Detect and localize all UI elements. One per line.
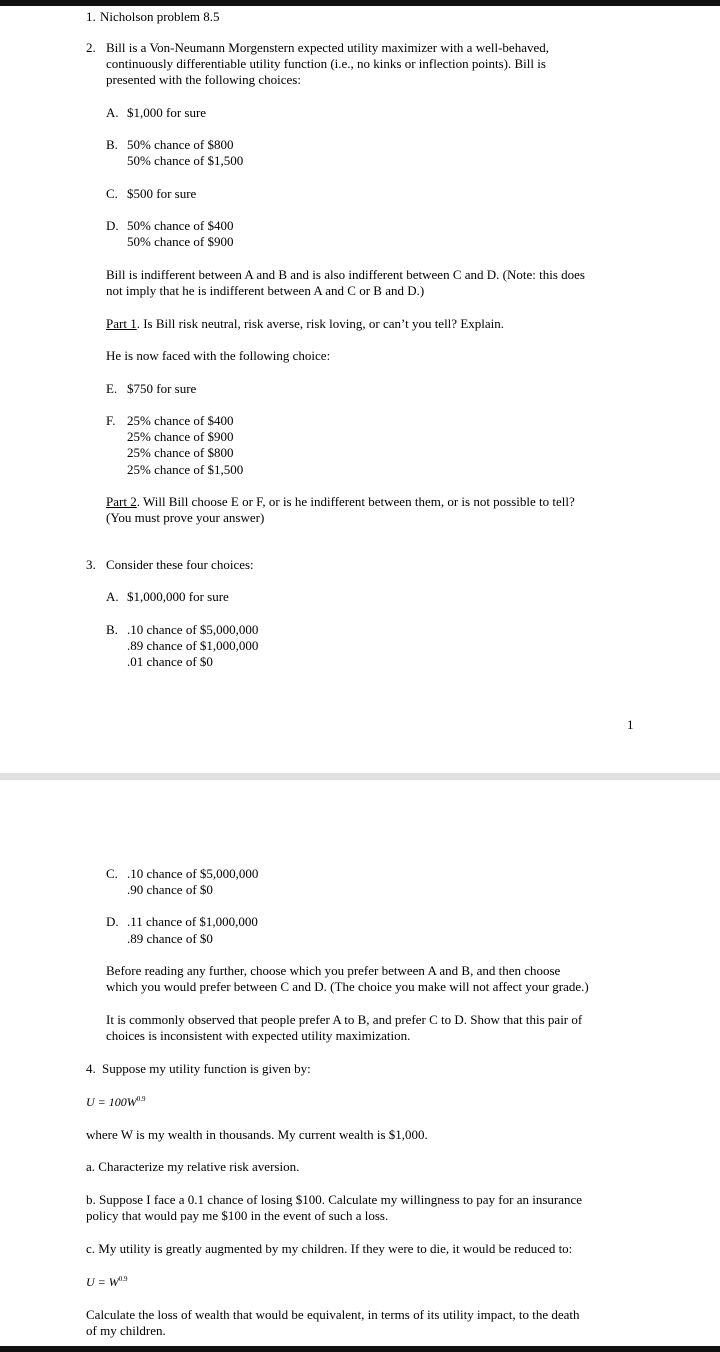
q4-intro: Suppose my utility function is given by:: [102, 1061, 311, 1076]
q2-choice-a-line: $1,000 for sure: [127, 105, 207, 120]
q2-choice-c-label: C.: [106, 186, 118, 201]
q2-choice-d-line: 50% chance of $900: [127, 234, 234, 249]
q3-choice-c-line: .90 chance of $0: [127, 882, 213, 897]
q3-choice-c-line: .10 chance of $5,000,000: [127, 866, 259, 881]
q3-choice-c-label: C.: [106, 866, 118, 881]
q4-part-b-line: policy that would pay me $100 in the event of such a loss.: [86, 1208, 389, 1223]
q2-part1-text: . Is Bill risk neutral, risk averse, risk loving, or can’t you tell? Explain.: [136, 316, 504, 331]
q2-choice-b-line: 50% chance of $800: [127, 137, 234, 152]
q2-intro-line: presented with the following choices:: [106, 72, 301, 87]
top-border: [0, 0, 720, 6]
q2-choice-e-line: $750 for sure: [127, 381, 197, 396]
q2-indifferent-line: Bill is indifferent between A and B and is also indifferent between C and D. (Note: this does: [106, 267, 585, 282]
q4-part-b-line: b. Suppose I face a 0.1 chance of losing $100. Calculate my willingness to pay for an insurance: [86, 1192, 583, 1207]
q4-number: 4.: [86, 1061, 96, 1076]
q4-eq1-rhs: = 100W: [94, 1095, 137, 1109]
q1-number: 1.: [86, 9, 96, 24]
page-number: 1: [627, 717, 634, 732]
q3-number: 3.: [86, 557, 96, 572]
q3-commonly-line: It is commonly observed that people prefer A to B, and prefer C to D. Show that this pair of: [106, 1012, 583, 1027]
q2-intro-line: continuously differentiable utility function (i.e., no kinks or inflection points). Bill is: [106, 56, 546, 71]
q3-choice-d-line: .89 chance of $0: [127, 931, 213, 946]
q4-part-a: a. Characterize my relative risk aversion.: [86, 1159, 300, 1174]
q3-choice-b-line: .01 chance of $0: [127, 654, 213, 669]
q2-choice-d-label: D.: [106, 218, 119, 233]
q2-choice-f-line: 25% chance of $400: [127, 413, 234, 428]
q3-commonly-line: choices is inconsistent with expected utility maximization.: [106, 1028, 411, 1043]
q4-part-c: c. My utility is greatly augmented by my children. If they were to die, it would be reduced to:: [86, 1241, 573, 1256]
q2-part2-line2: (You must prove your answer): [106, 510, 265, 525]
q2-choice-b-label: B.: [106, 137, 118, 152]
q2-choice-a-label: A.: [106, 105, 119, 120]
q2-choice-f-label: F.: [106, 413, 116, 428]
q3-before-reading-line: which you would prefer between C and D. (The choice you make will not affect your grade.): [106, 979, 589, 994]
q3-choice-b-line: .89 chance of $1,000,000: [127, 638, 259, 653]
q2-part1: [106, 316, 504, 332]
q4-equation-1: [86, 1094, 146, 1112]
q4-calc-line: Calculate the loss of wealth that would be equivalent, in terms of its utility impact, to the death: [86, 1307, 580, 1322]
q4-calc-line: of my children.: [86, 1323, 166, 1338]
q2-number: 2.: [86, 40, 96, 55]
q3-choice-d-label: D.: [106, 914, 119, 929]
q2-choice-d-line: 50% chance of $400: [127, 218, 234, 233]
q3-choice-a-label: A.: [106, 589, 119, 604]
q3-choice-b-line: .10 chance of $5,000,000: [127, 622, 259, 637]
q3-choice-b-label: B.: [106, 622, 118, 637]
q2-part1-label: Part 1: [106, 316, 137, 331]
q3-choice-d-line: .11 chance of $1,000,000: [127, 914, 258, 929]
q4-eq2-lhs: U: [86, 1275, 95, 1289]
q3-intro: Consider these four choices:: [106, 557, 254, 572]
q4-eq2-rhs: = W: [94, 1275, 119, 1289]
q4-wealth: where W is my wealth in thousands. My current wealth is $1,000.: [86, 1127, 428, 1142]
q2-choice-b-line: 50% chance of $1,500: [127, 153, 244, 168]
q3-before-reading-line: Before reading any further, choose which you prefer between A and B, and then choose: [106, 963, 561, 978]
q2-choice-f-line: 25% chance of $900: [127, 429, 234, 444]
q4-equation-2: [86, 1274, 128, 1292]
q4-eq1-lhs: U: [86, 1095, 95, 1109]
q2-now-faced: He is now faced with the following choice:: [106, 348, 331, 363]
bottom-border: [0, 1346, 720, 1352]
q2-indifferent-line: not imply that he is indifferent between A and C or B and D.): [106, 283, 425, 298]
q2-part2-text: . Will Bill choose E or F, or is he indifferent between them, or is not possible to tell?: [136, 494, 575, 509]
q2-choice-e-label: E.: [106, 381, 118, 396]
q2-part2-label: Part 2: [106, 494, 137, 509]
q4-eq2-exponent: 0.9: [118, 1275, 128, 1283]
q2-choice-f-line: 25% chance of $1,500: [127, 462, 244, 477]
q4-eq1-exponent: 0.9: [136, 1095, 146, 1103]
q1-text: Nicholson problem 8.5: [100, 9, 220, 24]
q3-choice-a-line: $1,000,000 for sure: [127, 589, 229, 604]
q2-choice-c-line: $500 for sure: [127, 186, 197, 201]
q2-part2: [106, 494, 575, 510]
page-separator: [0, 773, 720, 780]
q2-intro-line: Bill is a Von-Neumann Morgenstern expected utility maximizer with a well-behaved,: [106, 40, 549, 55]
q2-choice-f-line: 25% chance of $800: [127, 445, 234, 460]
